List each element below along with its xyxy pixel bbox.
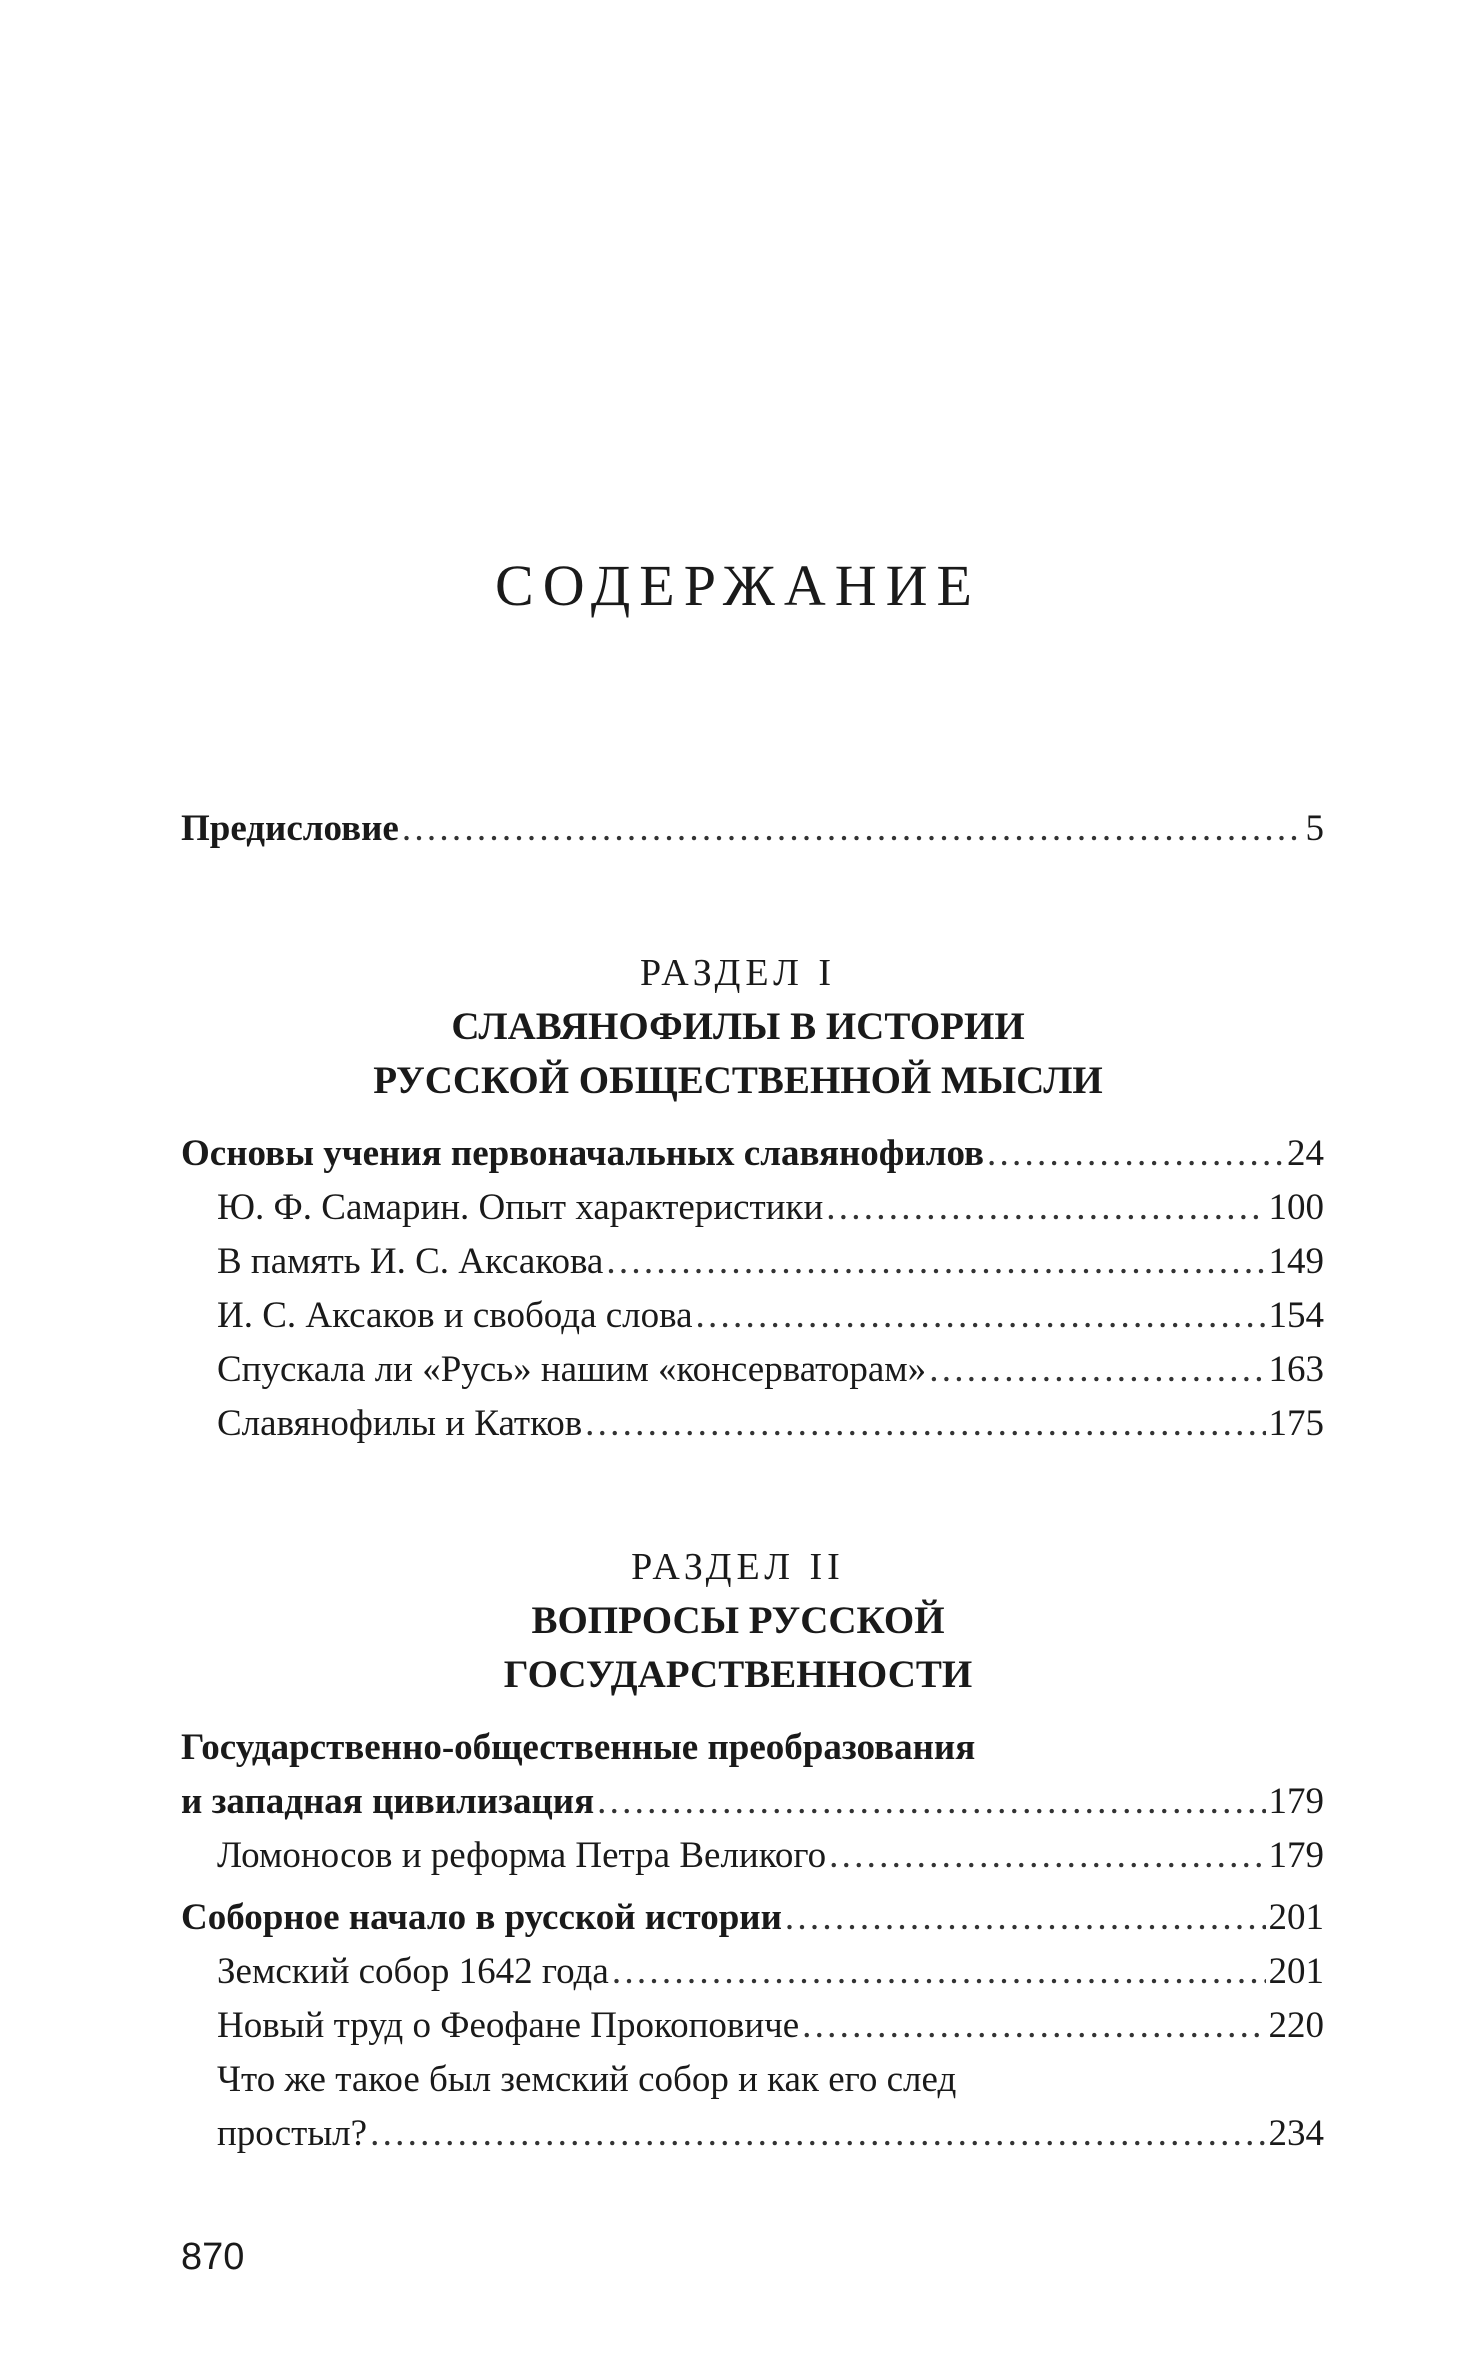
toc-entry-title: Ю. Ф. Самарин. Опыт характеристики bbox=[217, 1187, 824, 1228]
section-name-line: СЛАВЯНОФИЛЫ В ИСТОРИИ bbox=[451, 1005, 1025, 1048]
section-label: РАЗДЕЛ II bbox=[631, 1546, 845, 1588]
toc-entry-title: Государственно-общественные преобразования bbox=[181, 1727, 976, 1768]
toc-preface bbox=[181, 802, 1324, 856]
dot-leader bbox=[402, 802, 1303, 856]
toc-entry[interactable] bbox=[181, 2107, 1324, 2161]
dot-leader bbox=[696, 1289, 1266, 1343]
dot-leader bbox=[370, 2107, 1265, 2161]
toc-entry[interactable] bbox=[181, 1945, 1324, 1999]
toc-entry-page: 100 bbox=[1268, 1187, 1324, 1228]
dot-leader bbox=[606, 1235, 1265, 1289]
toc-entry-title: Спускала ли «Русь» нашим «консерваторам» bbox=[217, 1349, 927, 1390]
toc-entry-page: 220 bbox=[1268, 2005, 1324, 2046]
toc-entry-page: 154 bbox=[1268, 1295, 1324, 1336]
toc-entry-page: 179 bbox=[1268, 1781, 1324, 1822]
toc-entry-title: простыл? bbox=[217, 2113, 368, 2154]
toc-entry-page: 201 bbox=[1268, 1951, 1324, 1992]
toc-entry-title: Земский собор 1642 года bbox=[217, 1951, 609, 1992]
toc-entry-page: 201 bbox=[1268, 1897, 1324, 1938]
dot-leader bbox=[585, 1397, 1265, 1451]
toc-entry-page: 234 bbox=[1268, 2113, 1324, 2154]
toc-entry-page: 24 bbox=[1287, 1133, 1324, 1174]
section-name-line: ГОСУДАРСТВЕННОСТИ bbox=[503, 1653, 973, 1696]
toc-entry[interactable] bbox=[181, 1289, 1324, 1343]
dot-leader bbox=[826, 1181, 1265, 1235]
toc-entry-page: 163 bbox=[1268, 1349, 1324, 1390]
toc-entry-title: Основы учения первоначальных славянофилов bbox=[181, 1133, 985, 1174]
dot-leader bbox=[597, 1775, 1265, 1829]
toc-entry-title: В память И. С. Аксакова bbox=[217, 1241, 604, 1282]
toc-entry-page: 175 bbox=[1268, 1403, 1324, 1444]
dot-leader bbox=[987, 1127, 1284, 1181]
toc-entry[interactable] bbox=[181, 1829, 1324, 1883]
page-number: 870 bbox=[181, 2236, 245, 2278]
toc-entry-preface[interactable] bbox=[181, 802, 1324, 856]
section-name-line: РУССКОЙ ОБЩЕСТВЕННОЙ МЫСЛИ bbox=[373, 1059, 1103, 1102]
toc-entry-page: 179 bbox=[1268, 1835, 1324, 1876]
toc-entry-title: Новый труд о Феофане Прокоповиче bbox=[217, 2005, 800, 2046]
section-2-heading bbox=[0, 1540, 1476, 1702]
toc-entry[interactable] bbox=[181, 1235, 1324, 1289]
toc-entry-title: Славянофилы и Катков bbox=[217, 1403, 583, 1444]
dot-leader bbox=[802, 1999, 1265, 2053]
toc-entry[interactable] bbox=[181, 1343, 1324, 1397]
toc-entry-title: и западная цивилизация bbox=[181, 1781, 595, 1822]
toc-entry[interactable] bbox=[181, 1397, 1324, 1451]
toc-entry-title: Предисловие bbox=[181, 808, 399, 849]
toc-entry[interactable] bbox=[181, 1891, 1324, 1945]
toc-entry-page: 149 bbox=[1268, 1241, 1324, 1282]
toc-entry-title: Соборное начало в русской истории bbox=[181, 1897, 782, 1938]
dot-leader bbox=[612, 1945, 1266, 1999]
toc-entry[interactable] bbox=[181, 1775, 1324, 1829]
page-title: СОДЕРЖАНИЕ bbox=[495, 553, 981, 618]
toc-entry[interactable] bbox=[181, 1999, 1324, 2053]
toc-section-1 bbox=[181, 1127, 1324, 1451]
toc-entry-title-line[interactable] bbox=[181, 2053, 1324, 2107]
section-label: РАЗДЕЛ I bbox=[639, 952, 837, 994]
toc-entry-title-line[interactable] bbox=[181, 1721, 1324, 1775]
section-1-heading bbox=[0, 946, 1476, 1108]
dot-leader bbox=[929, 1343, 1265, 1397]
toc-entry-title: Что же такое был земский собор и как его след bbox=[217, 2059, 957, 2100]
toc-entry-title: Ломоносов и реформа Петра Великого bbox=[217, 1835, 827, 1876]
toc-entry-page: 5 bbox=[1305, 808, 1324, 849]
toc-section-2 bbox=[181, 1721, 1324, 2161]
toc-entry-title: И. С. Аксаков и свобода слова bbox=[217, 1295, 693, 1336]
section-name-line: ВОПРОСЫ РУССКОЙ bbox=[531, 1599, 945, 1642]
dot-leader bbox=[785, 1891, 1266, 1945]
toc-entry[interactable] bbox=[181, 1127, 1324, 1181]
dot-leader bbox=[829, 1829, 1265, 1883]
toc-entry[interactable] bbox=[181, 1181, 1324, 1235]
